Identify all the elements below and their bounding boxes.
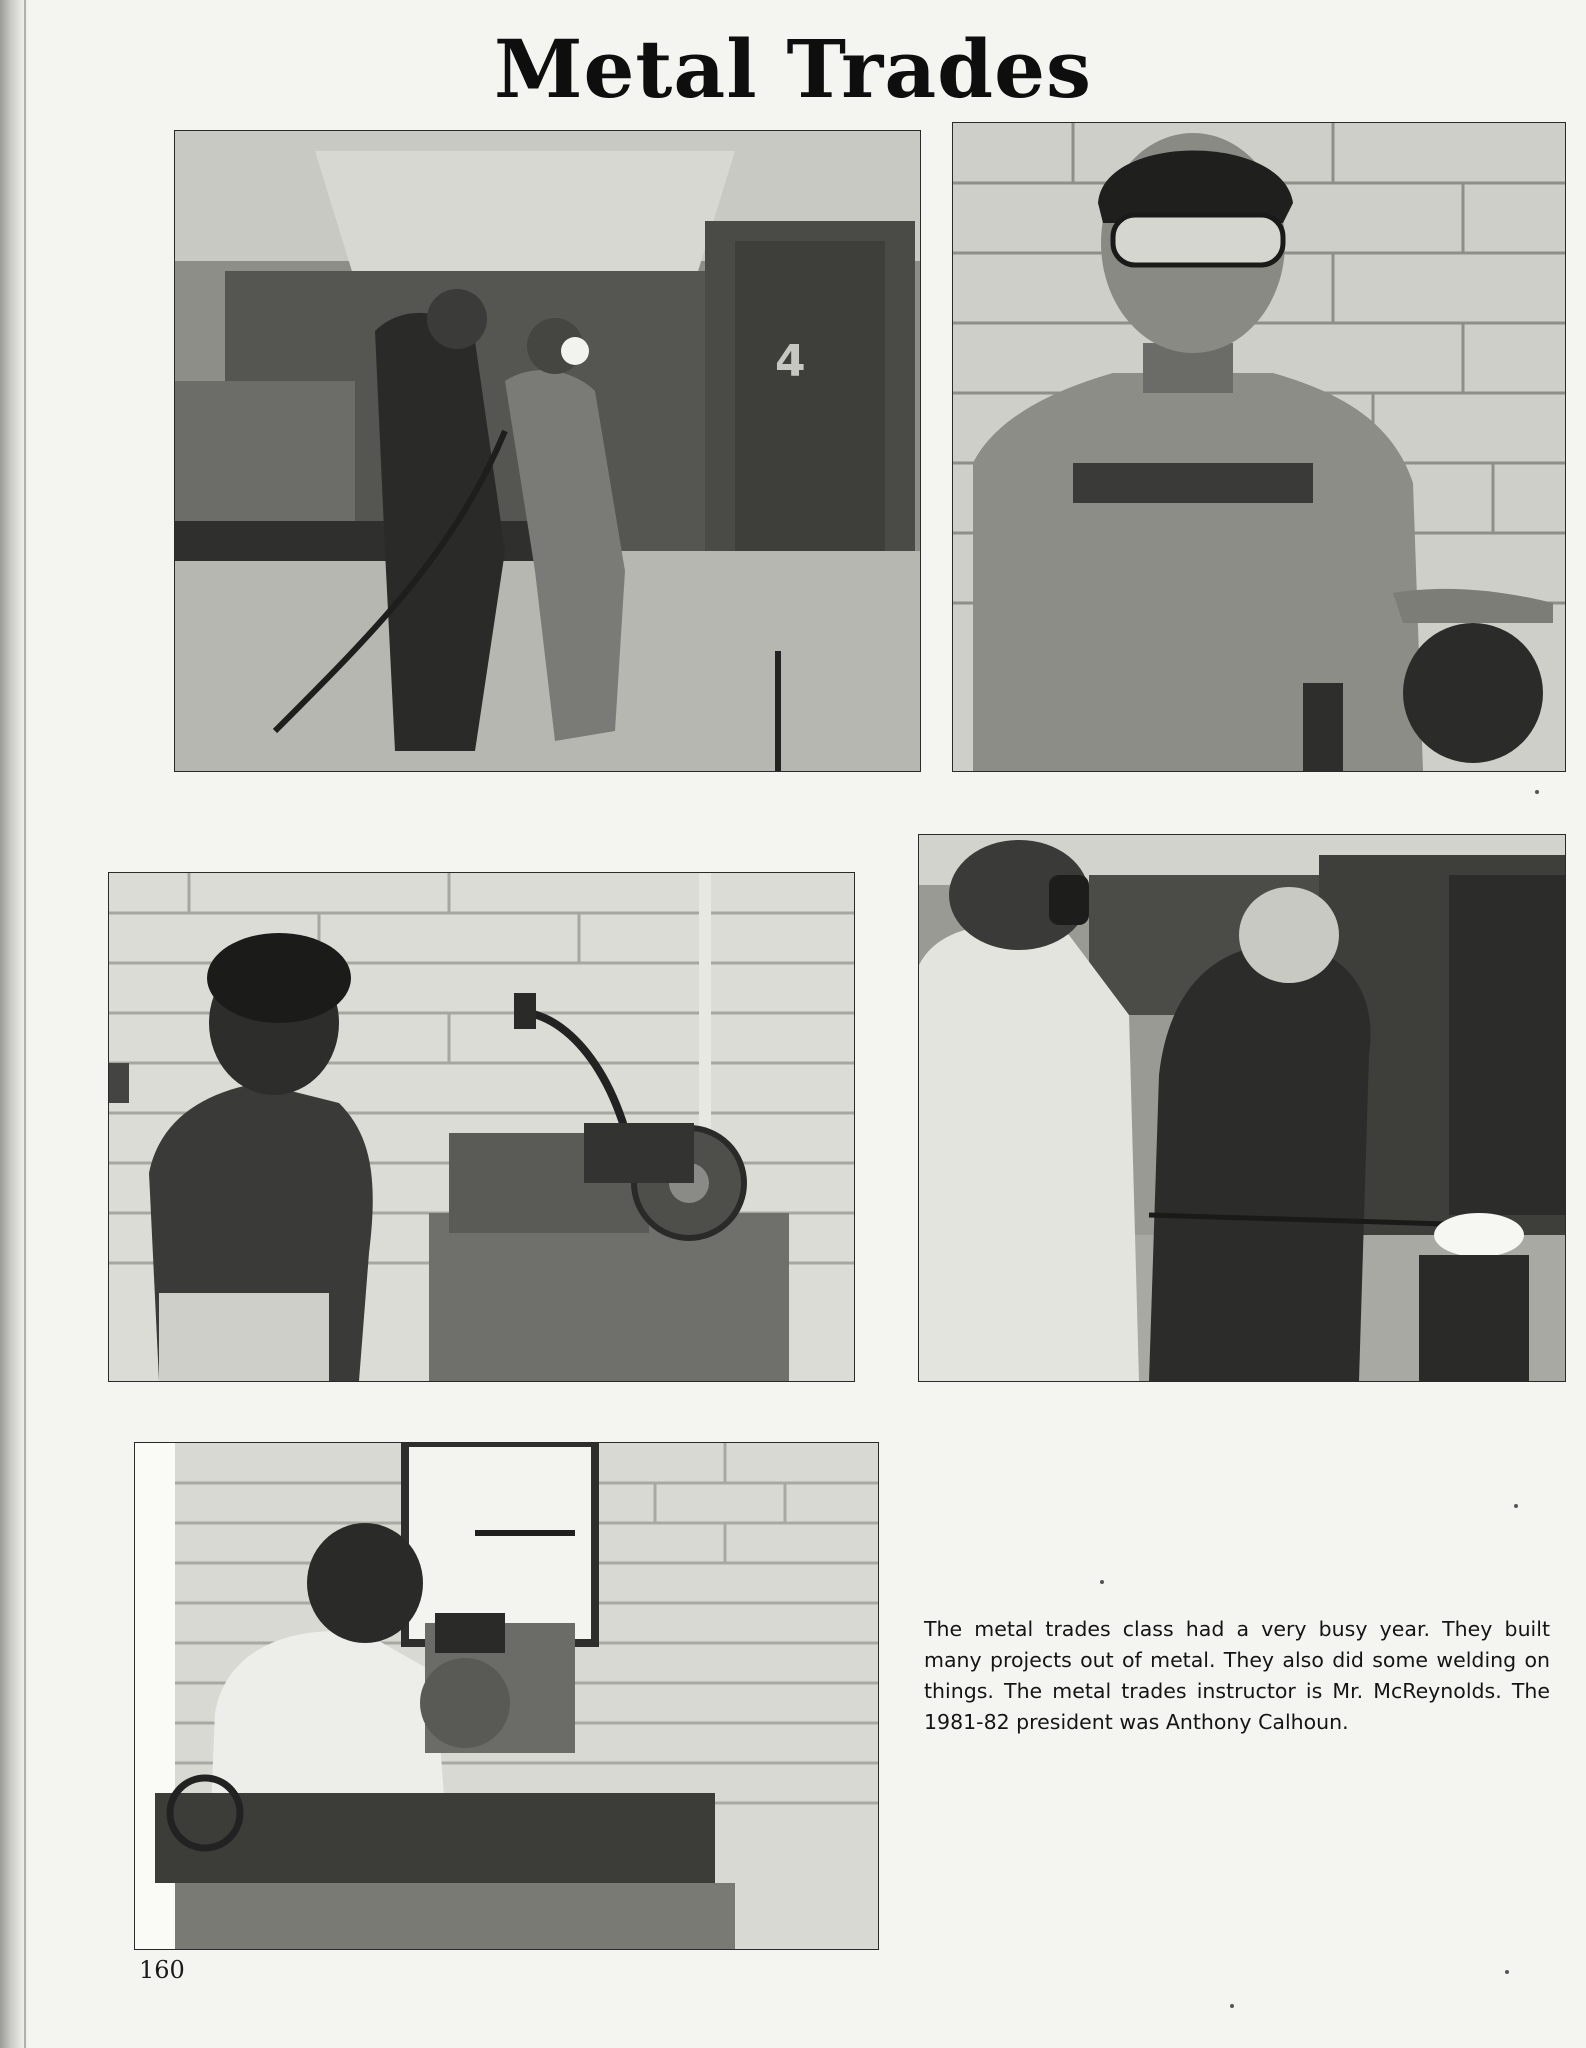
- caption-text: The metal trades class had a very busy year. They built many projects out of metal. They also did some welding on things. The metal trades instructor is Mr. McReynolds. The 1981-82 president was Anthony Calhoun.: [924, 1617, 1550, 1734]
- photo-student-goggles: [952, 122, 1566, 772]
- photo-lathe-operator: [108, 872, 855, 1382]
- photo-welding-booth: [174, 130, 921, 772]
- photo-lathe-operator-image: [109, 873, 854, 1381]
- binding-line: [24, 0, 26, 2048]
- photo-lathe-window-image: [135, 1443, 878, 1949]
- photo-welding-booth-image: [175, 131, 920, 771]
- page-title: Metal Trades: [493, 22, 1093, 116]
- photo-torch-work-image: [919, 835, 1565, 1381]
- dust-speck: [1505, 1970, 1509, 1974]
- dust-speck: [1230, 2004, 1234, 2008]
- dust-speck: [1100, 1580, 1104, 1584]
- booth-number-label: 4: [775, 336, 806, 387]
- photo-torch-work: [918, 834, 1566, 1382]
- page-number: 160: [139, 1956, 185, 1984]
- dust-speck: [1514, 1504, 1518, 1508]
- dust-speck: [1535, 790, 1539, 794]
- photo-student-goggles-image: [953, 123, 1565, 771]
- photo-lathe-window: [134, 1442, 879, 1950]
